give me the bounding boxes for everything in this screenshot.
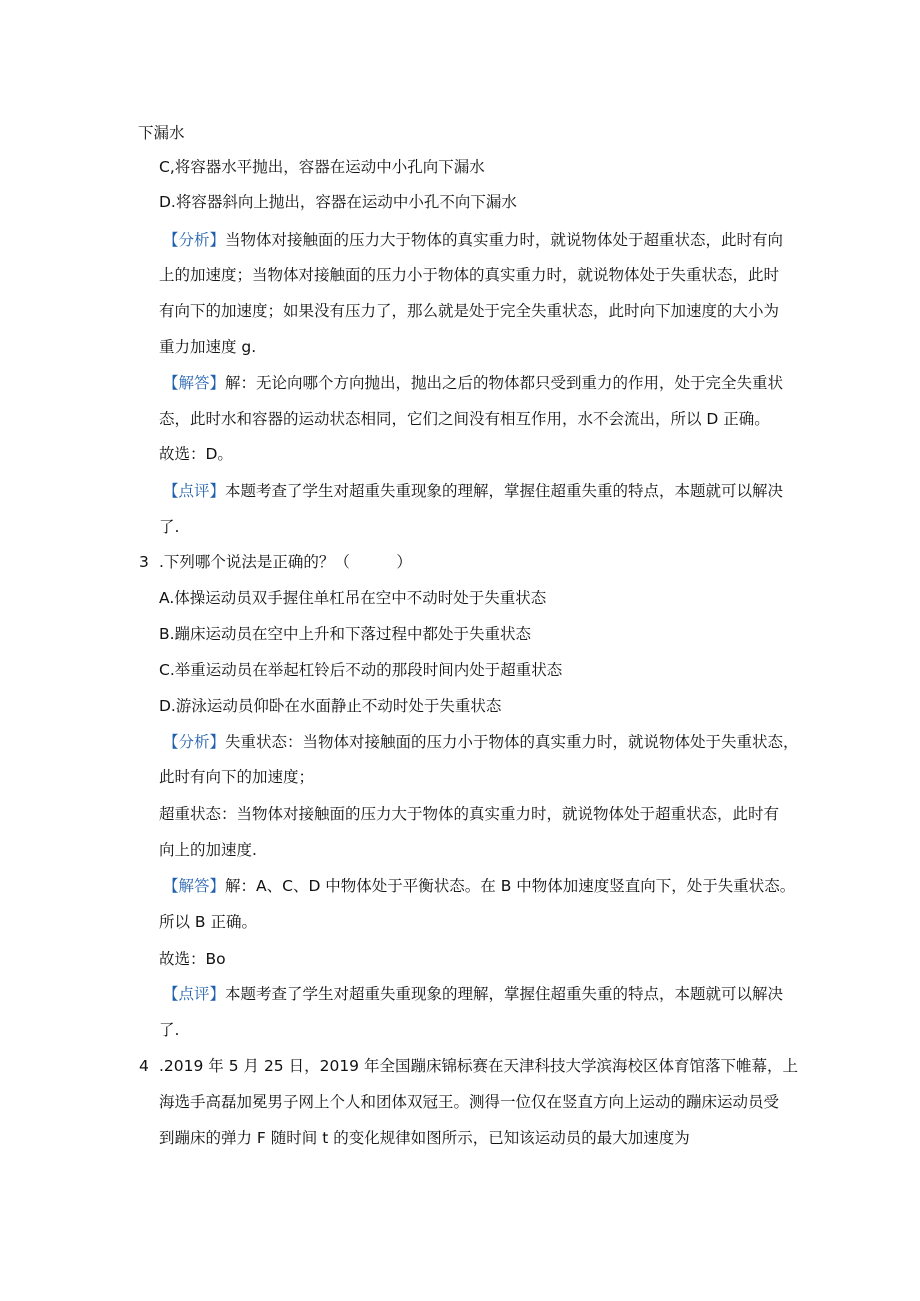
analysis-2-line-3: 超重状态：当物体对接触面的压力大于物体的真实重力时，就说物体处于超重状态，此时有 [159,805,780,823]
analysis-line-3: 有向下的加速度；如果没有压力了，那么就是处于完全失重状态，此时向下加速度的大小为 [159,302,780,320]
question-3-number: 3 [139,553,149,571]
question-3-option-c: C.举重运动员在举起杠铃后不动的那段时间内处于超重状态 [159,661,563,679]
analysis-line-4: 重力加速度 g. [159,338,257,356]
question-4-line-3: 到蹦床的弹力 F 随时间 t 的变化规律如图所示，已知该运动员的最大加速度为 [159,1129,690,1147]
analysis-text: 当物体对接触面的压力大于物体的真实重力时，就说物体处于超重状态，此时有向 [225,231,784,249]
analysis-2-paragraph [163,731,799,753]
comment-2-line-2: 了. [159,1021,180,1039]
choice-result: 故选：D。 [159,445,233,463]
analysis-2-line-2: 此时有向下的加速度； [159,768,315,786]
comment-2-paragraph [163,983,783,1005]
comment-tag: 【点评】 [163,482,226,500]
answer-text: 解：无论向哪个方向抛出，抛出之后的物体都只受到重力的作用，处于完全失重状 [225,374,784,392]
comment-paragraph [163,480,783,502]
answer-paragraph [163,372,783,394]
question-4-number: 4 [139,1057,149,1075]
analysis-2-tag: 【分析】 [163,733,226,751]
comment-2-text: 本题考查了学生对超重失重现象的理解，掌握住超重失重的特点，本题就可以解决 [225,985,784,1003]
analysis-tag: 【分析】 [163,231,226,249]
analysis-paragraph [163,229,783,251]
answer-line-2: 态，此时水和容器的运动状态相同，它们之间没有相互作用，水不会流出，所以 D 正确。 [159,410,770,428]
question-4-stem: .2019 年 5 月 25 日，2019 年全国蹦床锦标赛在天津科技大学滨海校区体育馆落下帷幕，上 [159,1057,798,1075]
question-3-option-d: D.游泳运动员仰卧在水面静止不动时处于失重状态 [159,697,502,715]
option-d: D.将容器斜向上抛出，容器在运动中小孔不向下漏水 [159,193,517,211]
answer-tag: 【解答】 [163,374,226,392]
comment-2-tag: 【点评】 [163,985,226,1003]
answer-2-line-2: 所以 B 正确。 [159,913,257,931]
answer-2-tag: 【解答】 [163,877,226,895]
comment-line-2: 了. [159,518,180,536]
analysis-2-line-4: 向上的加速度. [159,841,257,859]
answer-2-text: 解：A、C、D 中物体处于平衡状态。在 B 中物体加速度竖直向下，处于失重状态。 [225,877,796,895]
analysis-2-text: 失重状态：当物体对接触面的压力小于物体的真实重力时，就说物体处于失重状态， [225,733,799,751]
choice-result-2: 故选：Bo [159,950,226,968]
option-c: C,将容器水平抛出，容器在运动中小孔向下漏水 [159,158,485,176]
analysis-line-2: 上的加速度；当物体对接触面的压力小于物体的真实重力时，就说物体处于失重状态，此时 [159,266,780,284]
comment-text: 本题考查了学生对超重失重现象的理解，掌握住超重失重的特点，本题就可以解决 [225,482,784,500]
question-4-line-2: 海选手高磊加冕男子网上个人和团体双冠王。测得一位仅在竖直方向上运动的蹦床运动员受 [159,1093,780,1111]
line-1: 下漏水 [138,124,185,142]
answer-2-paragraph [163,875,795,897]
question-3-option-b: B.蹦床运动员在空中上升和下落过程中都处于失重状态 [159,625,532,643]
question-3-stem: .下列哪个说法是正确的？（ ） [159,553,412,571]
question-3-option-a: A.体操运动员双手握住单杠吊在空中不动时处于失重状态 [159,589,547,607]
